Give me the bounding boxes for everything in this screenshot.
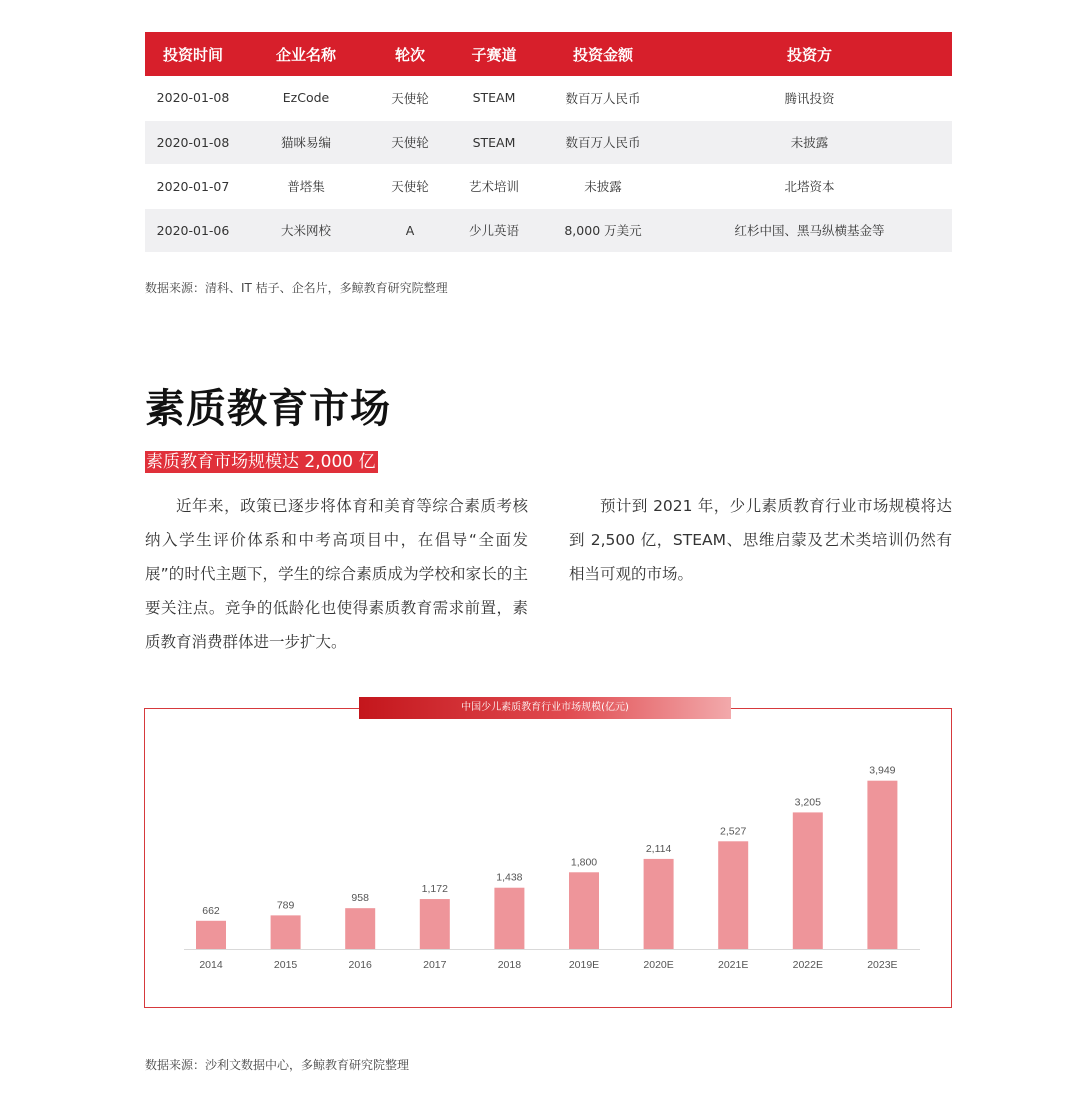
table-cell: 普塔集	[241, 164, 371, 208]
table-cell: 艺术培训	[449, 164, 539, 208]
table-cell: 2020-01-08	[145, 120, 241, 164]
table-cell: 2020-01-08	[145, 76, 241, 120]
chart-title: 中国少儿素质教育行业市场规模(亿元)	[359, 697, 731, 719]
data-label: 2,527	[720, 825, 747, 838]
table-cell: 8,000 万美元	[539, 208, 667, 252]
header-cell: 子赛道	[449, 32, 539, 76]
x-tick-label: 2015	[273, 959, 298, 971]
table-cell: 未披露	[539, 164, 667, 208]
data-label: 3,949	[869, 764, 896, 777]
bar-2015	[271, 915, 301, 949]
header-cell: 轮次	[371, 32, 449, 76]
table-cell: STEAM	[449, 120, 539, 164]
chart-source-note: 数据来源：沙利文数据中心，多鲸教育研究院整理	[145, 1058, 410, 1072]
table-cell: 北塔资本	[667, 164, 952, 208]
table-cell: 红杉中国、黑马纵横基金等	[667, 208, 952, 252]
data-label: 662	[202, 904, 220, 917]
table-row	[145, 164, 952, 208]
table-cell: 未披露	[667, 120, 952, 164]
table-header-row	[145, 32, 952, 76]
x-tick-label: 2018	[497, 959, 522, 971]
header-cell: 投资时间	[145, 32, 241, 76]
table-cell: 少儿英语	[449, 208, 539, 252]
header-cell: 投资金额	[539, 32, 667, 76]
bar-2022E	[793, 812, 823, 949]
paragraph-left: 近年来，政策已逐步将体育和美育等综合素质考核纳入学生评价体系和中考高项目中，在倡导“全面发展”的时代主题下，学生的综合素质成为学校和家长的主要关注点。竞争的低龄化也使得素质教育需求前置，素质教育消费群体进一步扩大。	[145, 497, 528, 651]
table-cell: 数百万人民币	[539, 120, 667, 164]
header-cell: 投资方	[667, 32, 952, 76]
section-subtitle: 素质教育市场规模达 2,000 亿	[145, 451, 378, 473]
bar-2019E	[569, 872, 599, 949]
table-cell: 数百万人民币	[539, 76, 667, 120]
x-tick-label: 2014	[199, 959, 223, 971]
table-cell: 天使轮	[371, 120, 449, 164]
data-label: 2,114	[645, 842, 672, 855]
x-tick-label: 2017	[423, 959, 447, 971]
table-cell: 天使轮	[371, 76, 449, 120]
table-row	[145, 120, 952, 164]
data-label: 3,205	[794, 796, 821, 809]
section-title: 素质教育市场	[145, 386, 391, 432]
x-tick-label: 2019E	[568, 959, 600, 971]
bar-2017	[420, 899, 450, 949]
x-tick-label: 2021E	[718, 959, 749, 971]
x-tick-label: 2016	[348, 959, 372, 971]
table-cell: 猫咪易编	[241, 120, 371, 164]
x-tick-label: 2023E	[867, 959, 898, 971]
bar-2018	[494, 888, 524, 949]
bar-2020E	[644, 859, 674, 949]
data-label: 1,172	[421, 883, 448, 896]
bar-2023E	[867, 781, 897, 949]
paragraph-right: 预计到 2021 年，少儿素质教育行业市场规模将达到 2,500 亿，STEAM、思维启蒙及艺术类培训仍然有相当可观的市场。	[569, 497, 952, 583]
market-size-bar-chart	[144, 708, 952, 1008]
table-source-note: 数据来源：清科、IT 桔子、企名片，多鲸教育研究院整理	[145, 281, 448, 295]
header-cell: 企业名称	[241, 32, 371, 76]
table-cell: 腾讯投资	[667, 76, 952, 120]
investment-table	[145, 32, 952, 253]
table-cell: EzCode	[241, 76, 371, 120]
table-cell: A	[371, 208, 449, 252]
bar-2014	[196, 921, 226, 949]
data-label: 958	[351, 892, 369, 905]
bar-2021E	[718, 841, 748, 949]
table-cell: 2020-01-06	[145, 208, 241, 252]
data-label: 1,438	[496, 871, 523, 884]
table-cell: 天使轮	[371, 164, 449, 208]
x-tick-label: 2020E	[643, 959, 674, 971]
table-row	[145, 76, 952, 120]
table-cell: STEAM	[449, 76, 539, 120]
table-cell: 2020-01-07	[145, 164, 241, 208]
data-label: 789	[276, 899, 295, 912]
table-row	[145, 208, 952, 252]
x-tick-label: 2022E	[792, 959, 823, 971]
table-cell: 大米网校	[241, 208, 371, 252]
data-label: 1,800	[570, 856, 598, 869]
bar-2016	[345, 908, 375, 949]
